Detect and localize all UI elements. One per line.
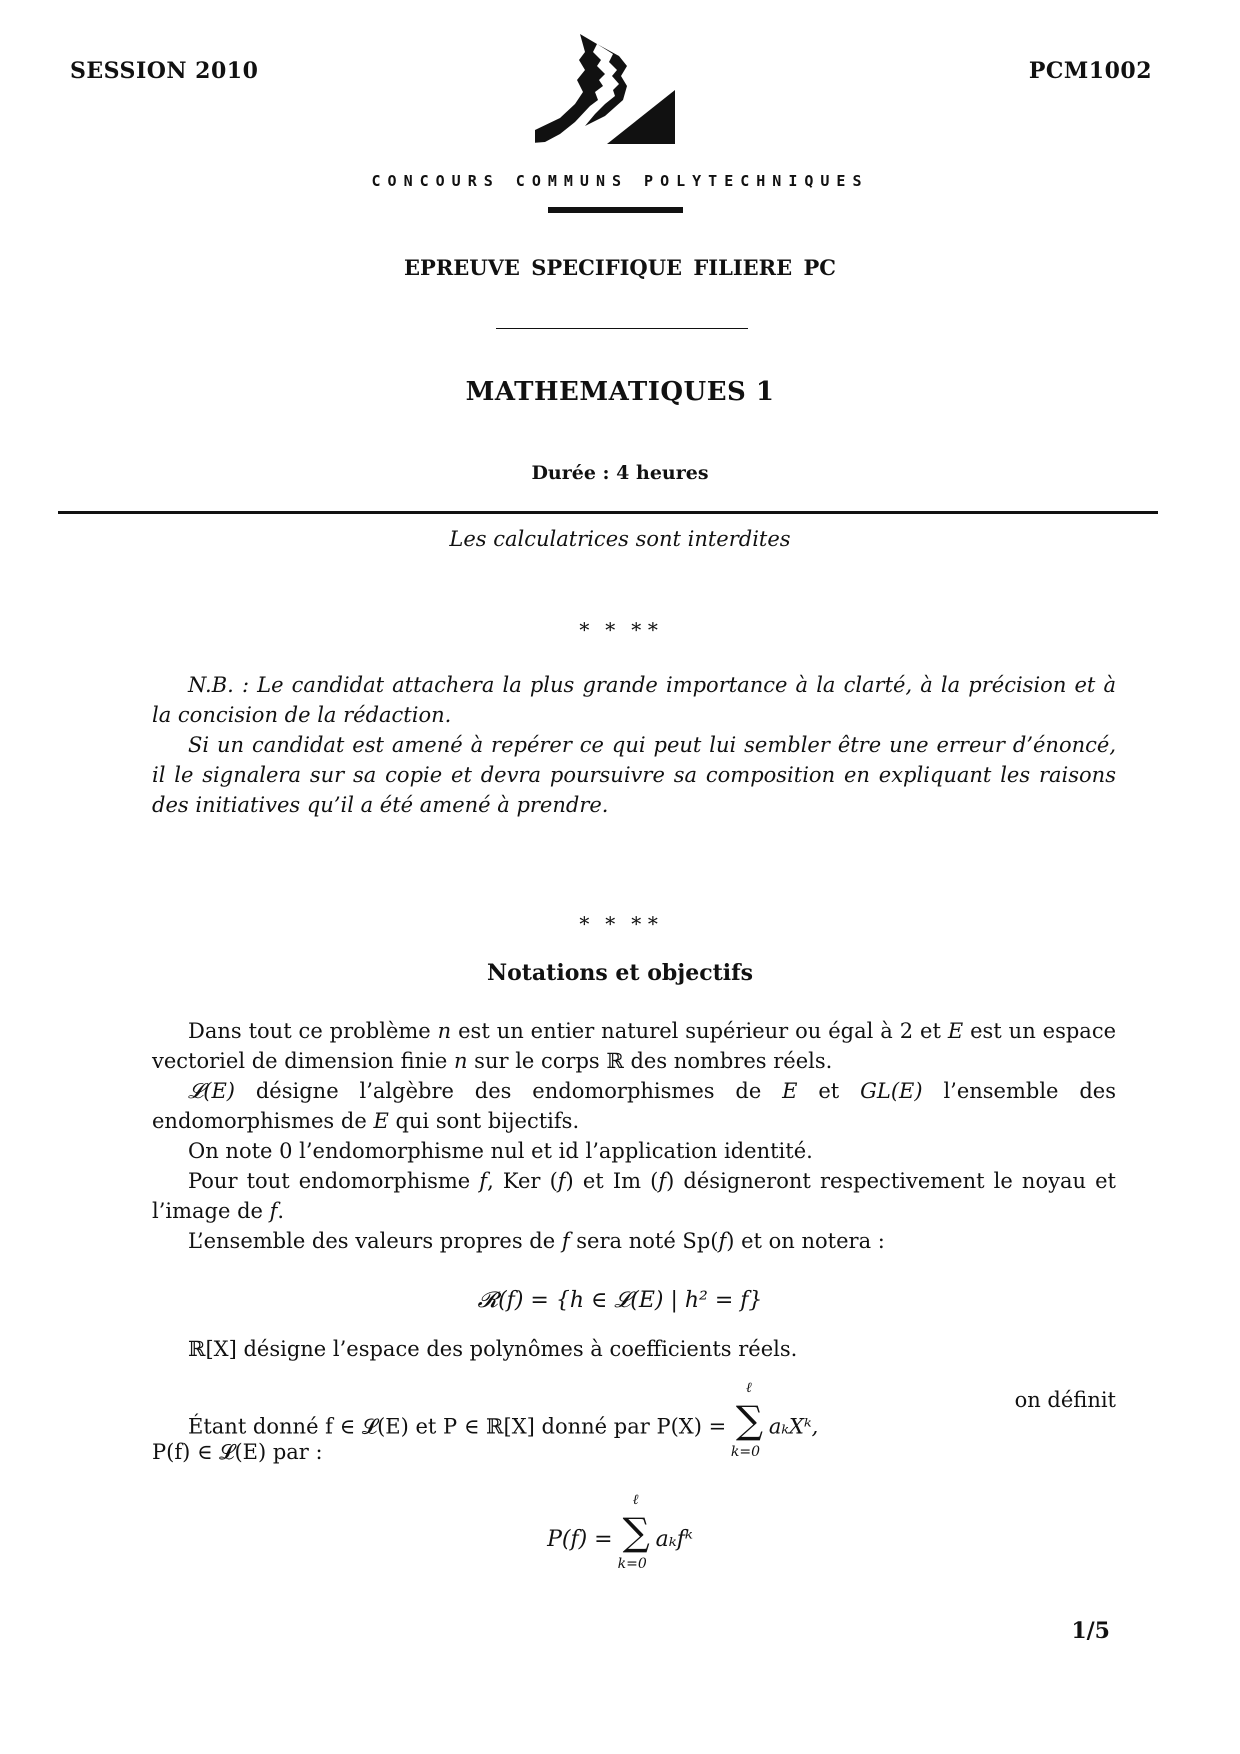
formula-polynomial-of-endomorphism: P(f) = ℓ ∑ k=0 aₖfᵏ — [0, 1500, 1240, 1580]
short-divider — [496, 328, 748, 329]
paragraph-eigenvalues: L’ensemble des valeurs propres de f sera noté Sp(f) et on notera : — [188, 1229, 885, 1253]
paragraph-polynomial-definition: Étant donné f ∈ 𝓛(E) et P ∈ ℝ[X] donné par P(X) = ℓ ∑ k=0 aₖXᵏ, on définit — [152, 1372, 1116, 1462]
page-number: 1/5 — [1071, 1618, 1110, 1644]
paragraph-dimension: Dans tout ce problème n est un entier naturel supérieur ou égal à 2 et E est un espace vectoriel de dimension finie n sur le corps ℝ des nombres réels. — [152, 1019, 1117, 1073]
sum-symbol: ℓ ∑ k=0 — [730, 1380, 763, 1460]
paragraph-identity: On note 0 l’endomorphisme nul et id l’application identité. — [188, 1139, 813, 1163]
nb-paragraph-1: N.B. : Le candidat attachera la plus grande importance à la clarté, à la précision et à la concision de la rédaction. — [152, 673, 1116, 727]
separator-stars: ∗ ∗ ∗∗ — [577, 614, 663, 638]
nb-notice — [152, 670, 1116, 820]
logo-text: CONCOURS COMMUNS POLYTECHNIQUES — [371, 172, 869, 190]
epreuve-heading: EPREUVE SPECIFIQUE FILIERE PC — [404, 255, 836, 280]
page-title: MATHEMATIQUES 1 — [465, 377, 775, 407]
duration-label: Durée : 4 heures — [531, 462, 709, 484]
calculator-notice: Les calculatrices sont interdites — [449, 527, 791, 551]
paragraph-algebra: 𝓛(E) désigne l’algèbre des endomorphismes de E et GL(E) l’ensemble des endomorphismes de E qui sont bijectifs. — [152, 1079, 1117, 1133]
section-title: Notations et objectifs — [486, 960, 754, 986]
formula-square-roots: 𝓡(f) = {h ∈ 𝓛(E) | h² = f} — [477, 1288, 763, 1313]
paragraph-pf-intro: P(f) ∈ 𝓛(E) par : — [152, 1440, 323, 1464]
ccp-logo — [535, 34, 715, 164]
paragraph-kernel-image: Pour tout endomorphisme f, Ker (f) et Im (f) désigneront respectivement le noyau et l’image de f. — [152, 1169, 1116, 1223]
logo-underline — [548, 207, 683, 213]
nb-paragraph-2: Si un candidat est amené à repérer ce qui peut lui sembler être une erreur d’énoncé, il le signalera sur sa copie et devra poursuivre sa composition en expliquant les raisons des initiatives qu’il a été amené à prendre. — [152, 733, 1116, 817]
sum-symbol: ℓ ∑ k=0 — [617, 1492, 650, 1572]
exam-code: PCM1002 — [1028, 58, 1152, 84]
session-label: SESSION 2010 — [70, 58, 259, 84]
paragraph-polynomials: ℝ[X] désigne l’espace des polynômes à coefficients réels. — [188, 1337, 798, 1361]
separator-stars: ∗ ∗ ∗∗ — [577, 908, 663, 932]
notations-body — [152, 1016, 1116, 1256]
full-divider — [58, 511, 1158, 514]
